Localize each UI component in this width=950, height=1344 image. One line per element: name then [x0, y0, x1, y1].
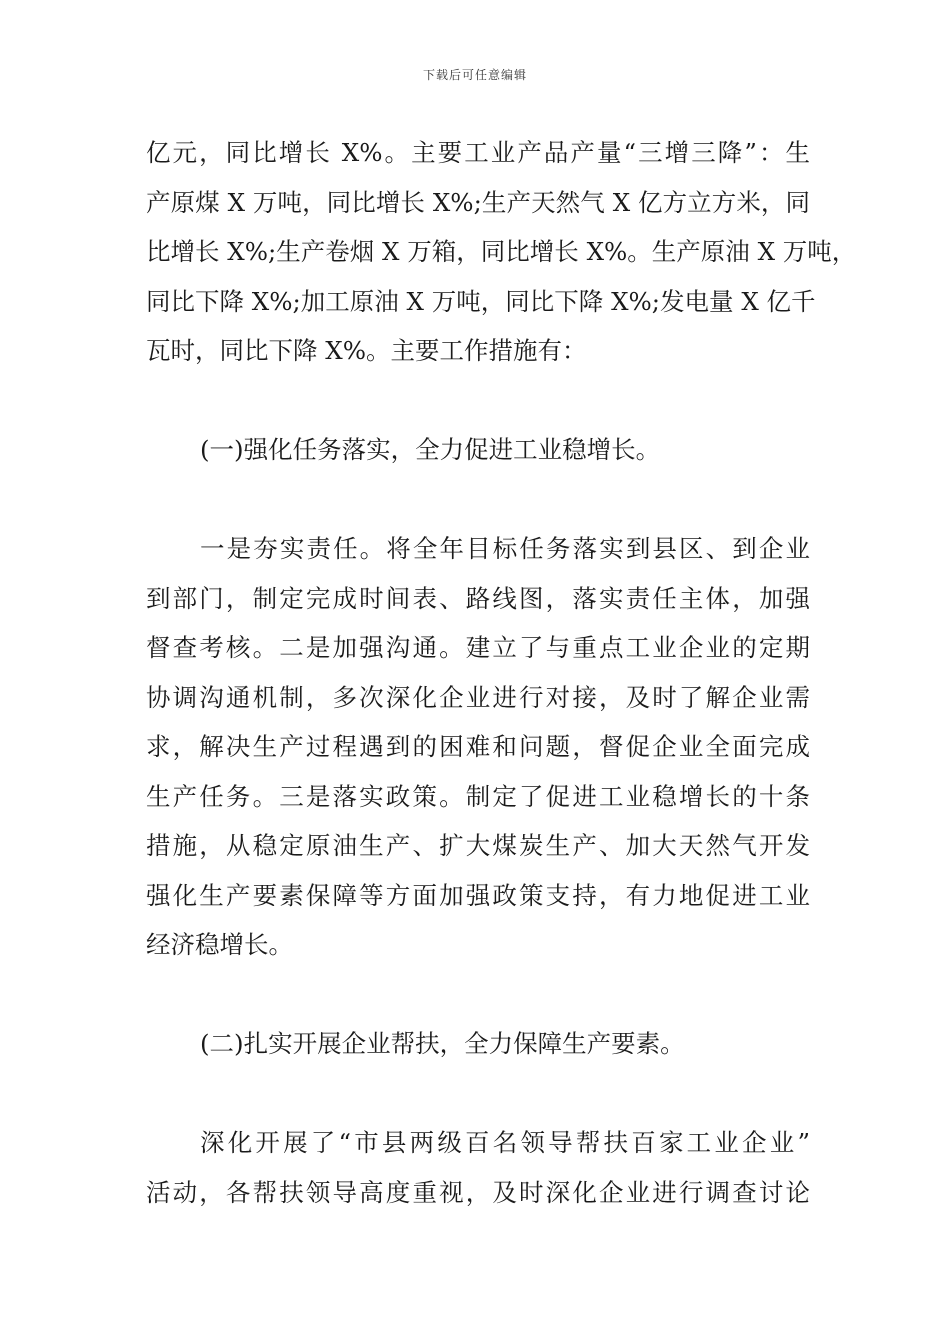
text-line: 措施，从稳定原油生产、扩大煤炭生产、加大天然气开发	[146, 831, 810, 860]
text-line: 深化开展了“市县两级百名领导帮扶百家工业企业”	[200, 1128, 810, 1157]
text-line: 到部门，制定完成时间表、路线图，落实责任主体，加强	[146, 583, 810, 613]
section-heading	[146, 425, 810, 475]
section-heading	[146, 1019, 810, 1069]
paragraph	[146, 128, 857, 376]
section-heading-text: (二)扎实开展企业帮扶，全力保障生产要素。	[200, 1029, 685, 1058]
paragraph	[146, 1118, 810, 1217]
text-line: 产原煤 X 万吨，同比增长 X%;生产天然气 X 亿方立方米，同	[146, 187, 810, 217]
document-body	[146, 128, 857, 1217]
text-line: 经济稳增长。	[146, 930, 293, 959]
text-line: 活动，各帮扶领导高度重视，及时深化企业进行调查讨论	[146, 1177, 810, 1207]
text-line: 比增长 X%;生产卷烟 X 万箱，同比增长 X%。生产原油 X 万吨，	[146, 237, 857, 266]
text-line: 瓦时，同比下降 X%。主要工作措施有：	[146, 336, 587, 365]
paragraph	[146, 524, 810, 970]
text-line: 生产任务。三是落实政策。制定了促进工业稳增长的十条	[146, 781, 810, 811]
text-line: 同比下降 X%;加工原油 X 万吨，同比下降 X%;发电量 X 亿千	[146, 286, 816, 316]
text-line: 求，解决生产过程遇到的困难和问题，督促企业全面完成	[146, 732, 810, 761]
text-line: 强化生产要素保障等方面加强政策支持，有力地促进工业	[146, 880, 810, 910]
text-line: 督查考核。二是加强沟通。建立了与重点工业企业的定期	[146, 633, 810, 662]
text-line: 协调沟通机制，多次深化企业进行对接，及时了解企业需	[146, 682, 810, 712]
text-line: 亿元，同比增长 X%。主要工业产品产量“三增三降”：生	[146, 138, 810, 167]
section-heading-text: (一)强化任务落实，全力促进工业稳增长。	[200, 435, 661, 464]
text-line: 一是夯实责任。将全年目标任务落实到县区、到企业	[200, 534, 810, 563]
page-header: 下载后可任意编辑	[422, 68, 527, 82]
